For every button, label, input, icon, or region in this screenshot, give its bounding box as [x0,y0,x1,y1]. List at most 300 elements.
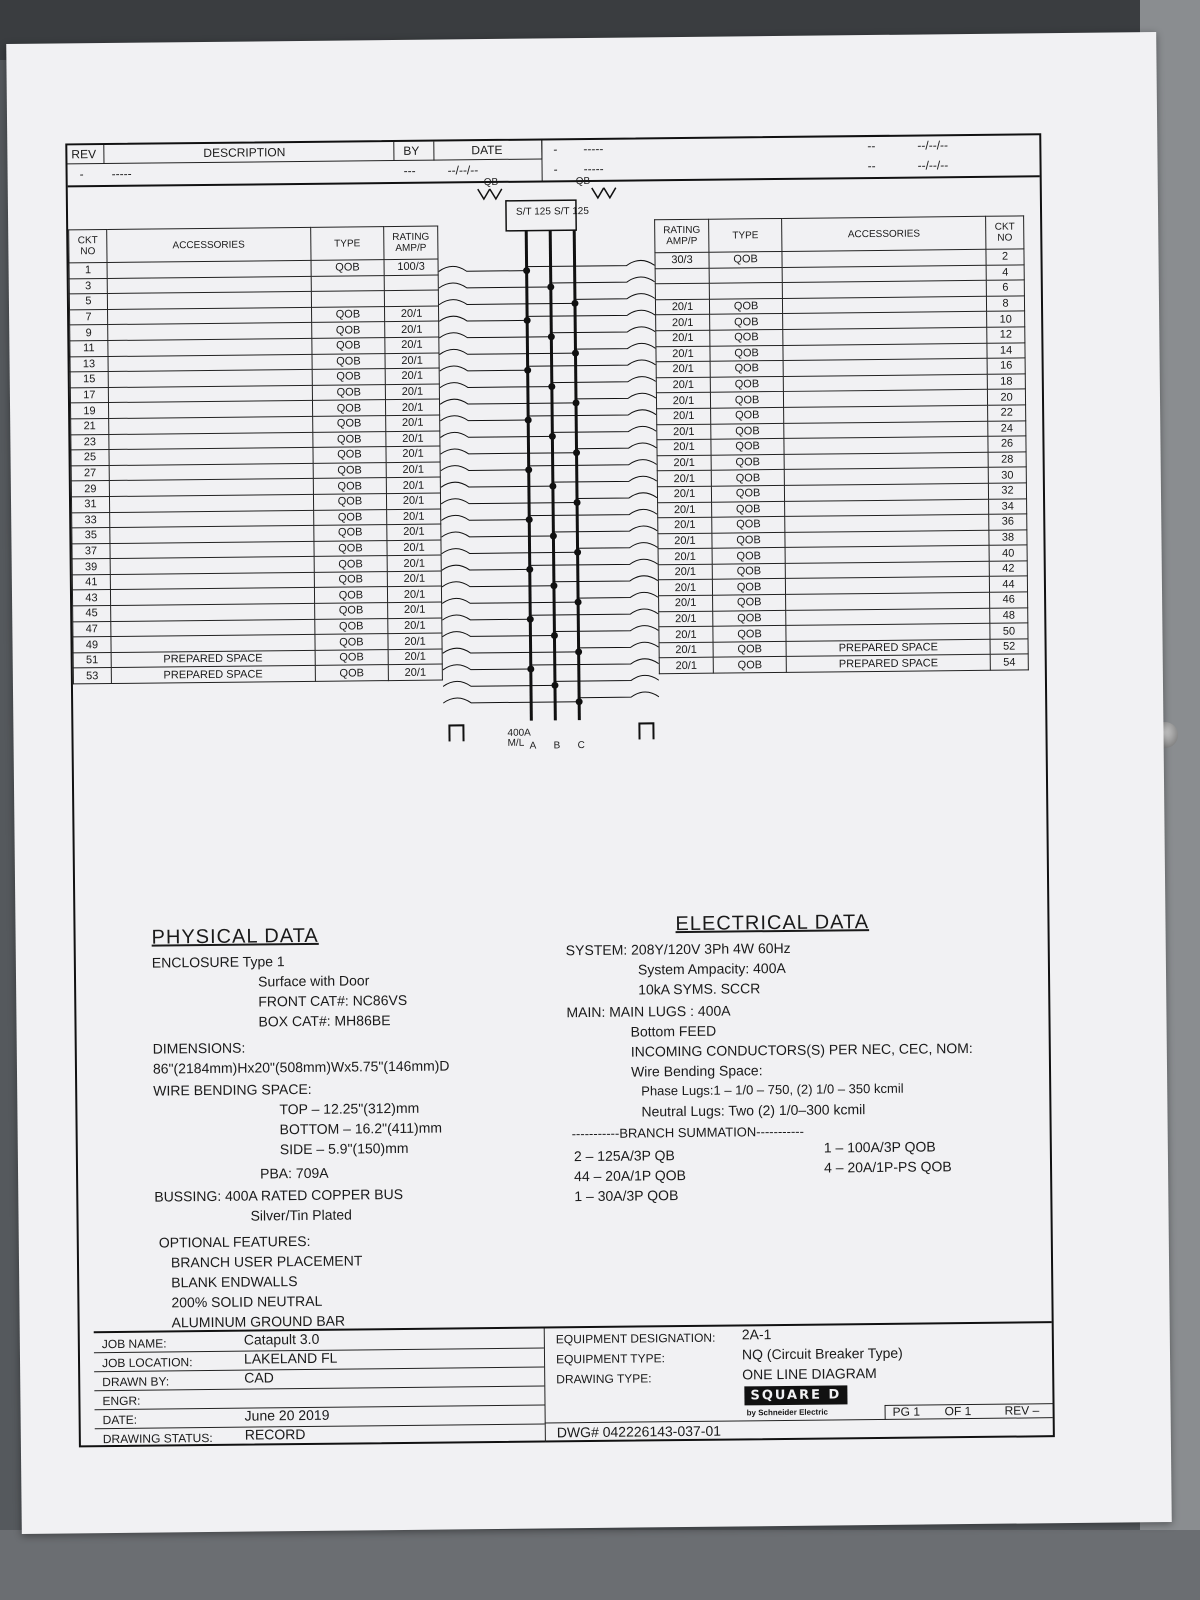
breaker-type [709,283,782,299]
breaker-type: QOB [314,556,387,572]
breaker-rating: 20/1 [387,524,441,540]
rev-extra-1: - [553,142,558,157]
drawing-status-label: DRAWING STATUS: [102,1430,213,1447]
breaker-rating: 20/1 [385,368,439,384]
breaker-type: QOB [314,571,387,587]
breaker-rating: 20/1 [386,462,440,478]
breaker-type: QOB [312,353,385,369]
breaker-type: QOB [710,361,783,377]
circuit-number: 25 [71,450,109,466]
right-branch-breaker-symbol [579,692,659,698]
bus-tap-dot [524,268,530,274]
main-lug-label: 400A M/L [507,727,531,749]
left-type-header: TYPE [310,227,384,261]
title-block [94,1321,1053,1447]
circuit-number: 24 [988,420,1026,436]
front-cat-line: FRONT CAT#: NC86VS [258,991,408,1010]
breaker-type: QOB [314,587,387,603]
breaker-rating: 20/1 [657,455,711,471]
left-branch-breaker-symbol [441,481,553,487]
right-branch-breaker-symbol [529,459,657,465]
circuit-number: 52 [990,639,1028,655]
plating-line: Silver/Tin Plated [250,1206,353,1224]
incoming-conductors-line: INCOMING CONDUCTORS(S) PER NEC, CEC, NOM: [630,1039,973,1060]
right-branch-breaker-symbol [530,609,658,615]
circuit-number: 5 [69,294,107,310]
drawing-border [65,133,1055,1447]
left-branch-breaker-symbol [440,431,552,437]
enclosure-line: ENCLOSURE Type 1 [151,953,285,971]
breaker-rating: 20/1 [659,611,713,627]
right-neutral-box [639,723,653,741]
equipment-type-value: NQ (Circuit Breaker Type) [741,1344,903,1363]
right-branch-breaker-symbol [553,526,657,532]
breaker-type: QOB [709,251,782,267]
bus-tap-dot [549,433,555,439]
breaker-rating: 20/1 [386,477,440,493]
optional-features-label: OPTIONAL FEATURES: [158,1232,311,1251]
summation-right-2: 4 – 20A/1P-PS QOB [823,1158,952,1176]
circuit-number: 19 [70,403,108,419]
right-branch-breaker-symbol [552,376,656,382]
right-branch-breaker-symbol [528,410,656,416]
left-branch-breaker-symbol [443,647,579,653]
bus-tap-dot [551,633,557,639]
right-branch-breaker-symbol [576,443,656,449]
breaker-type: QOB [712,579,785,595]
feature-4: ALUMINUM GROUND BAR [171,1312,346,1331]
circuit-number: 22 [988,405,1026,421]
breaker-type: QOB [713,657,786,673]
feature-1: BRANCH USER PLACEMENT [170,1252,363,1271]
bus-tap-dot [574,499,580,505]
by-header: BY [403,143,420,158]
accessories: PREPARED SPACE [111,666,315,684]
bus-tap-dot [527,616,533,622]
left-branch-breaker-symbol [441,531,553,537]
bus-tap-dot [550,483,556,489]
rev-header: REV [71,147,97,162]
left-main-breaker-rating: S/T 125 [515,206,551,218]
breaker-type: QOB [712,548,785,564]
page-number: PG 1 [892,1404,921,1419]
breaker-type: QOB [313,509,386,525]
circuit-number: 38 [989,530,1027,546]
breaker-type: QOB [311,306,384,322]
right-circuit-row [659,654,1028,673]
breaker-rating [384,275,438,291]
circuit-number: 36 [989,514,1027,530]
branch-summation-title: -----------BRANCH SUMMATION----------- [571,1123,804,1142]
date-extra-1: --/--/-- [917,138,949,153]
left-branch-breaker-symbol [443,664,531,670]
bus-tap-dot [527,566,533,572]
job-location-label: JOB LOCATION: [101,1355,193,1371]
circuit-number: 26 [988,436,1026,452]
circuit-number: 43 [72,590,110,606]
right-branch-breaker-symbol [528,360,656,366]
breaker-type: QOB [312,400,385,416]
breaker-rating: 20/1 [387,571,441,587]
breaker-type: QOB [712,532,785,548]
circuit-number: 42 [989,561,1027,577]
date-label: DATE: [102,1412,138,1428]
rev-extra-2: - [553,162,558,177]
drawn-by-value: CAD [244,1369,274,1386]
right-branch-breaker-symbol [575,293,655,299]
feature-3: 200% SOLID NEUTRAL [171,1292,323,1311]
right-branch-breaker-symbol [552,426,656,432]
circuit-number: 2 [986,249,1024,265]
feature-2: BLANK ENDWALLS [171,1273,298,1291]
bus-tap-dot [528,666,534,672]
breaker-rating: 20/1 [659,595,713,611]
circuit-number: 9 [70,325,108,341]
circuit-number: 21 [71,418,109,434]
bus-tap-dot [551,583,557,589]
left-branch-breaker-symbol [443,680,555,686]
right-branch-breaker-symbol [555,675,659,681]
right-branch-breaker-symbol [554,576,658,582]
left-branch-breaker-symbol [440,365,528,371]
right-accessories-header: ACCESSORIES [782,216,986,251]
page-count: OF 1 [944,1404,972,1419]
electrical-data-lines [565,937,1036,1205]
breaker-type [311,275,384,291]
breaker-type: QOB [710,345,783,361]
circuit-number: 32 [989,483,1027,499]
breaker-type: QOB [710,329,783,345]
phase-lugs-line: Phase Lugs:1 – 1/0 – 750, (2) 1/0 – 350 kcmil [641,1080,904,1099]
breaker-rating: 30/3 [655,252,709,268]
panel-enclosure-bottom [0,1530,1200,1600]
physical-data-lines [151,950,552,1331]
summation-left-2: 44 – 20A/1P QOB [574,1167,687,1185]
breaker-rating: 20/1 [385,384,439,400]
date-header: DATE [471,142,503,158]
circuit-number: 4 [986,265,1024,281]
bus-tap-dot [526,467,532,473]
right-branch-breaker-symbol [529,509,657,515]
bus-tap-dot [572,300,578,306]
right-branch-breaker-symbol [579,642,659,648]
drawing-status-value: RECORD [244,1426,306,1443]
dimensions-label: DIMENSIONS: [152,1039,246,1057]
circuit-number: 18 [987,374,1025,390]
left-branch-breaker-symbol [442,614,530,620]
breaker-type: QOB [712,563,785,579]
right-branch-breaker-symbol [527,260,655,266]
right-main-breaker-rating: S/T 125 [553,205,589,218]
breaker-type: QOB [311,322,384,338]
right-branch-breaker-symbol [527,310,655,316]
phase-b-label: B [553,740,561,752]
box-cat-line: BOX CAT#: MH86BE [258,1012,391,1030]
circuit-number: 54 [990,654,1028,670]
left-circuit-schedule [68,226,443,685]
left-branch-breaker-symbol [441,515,529,521]
left-branch-breaker-symbol [440,448,576,454]
circuit-number: 37 [72,543,110,559]
breaker-type: QOB [312,338,385,354]
description-header: DESCRIPTION [203,145,286,161]
breaker-type: QOB [710,392,783,408]
bus-tap-dot [525,417,531,423]
drawn-by-label: DRAWN BY: [102,1374,170,1390]
bus-tap-dot [575,599,581,605]
breaker-rating: 20/1 [656,330,710,346]
left-branch-breaker-symbol [439,266,527,272]
panel-schedule-sheet [6,32,1172,1534]
breaker-type: QOB [711,470,784,486]
dimensions-value: 86"(2184mm)Hx20"(508mm)Wx5.75"(146mm)D [152,1057,450,1077]
breaker-type: QOB [710,314,783,330]
breaker-type: QOB [711,407,784,423]
schneider-electric-tagline: by Schneider Electric [746,1407,829,1418]
breaker-type: QOB [315,634,388,650]
circuit-number: 29 [71,481,109,497]
left-branch-breaker-symbol [439,332,551,338]
main-lugs-line: MAIN: MAIN LUGS : 400A [566,1002,731,1021]
breaker-rating: 20/1 [385,399,439,415]
circuit-number: 15 [70,372,108,388]
breaker-type: QOB [711,485,784,501]
circuit-number: 14 [987,342,1025,358]
circuit-number: 7 [70,309,108,325]
equipment-type-label: EQUIPMENT TYPE: [555,1351,666,1367]
breaker-rating [384,290,438,306]
right-branch-breaker-symbol [531,659,659,665]
breaker-rating: 20/1 [387,509,441,525]
circuit-number: 46 [990,592,1028,608]
breaker-rating: 20/1 [656,361,710,377]
bus-tap-dot [548,284,554,290]
bus-tap-dot [576,649,582,655]
left-circuit-row [73,664,442,683]
right-branch-breaker-symbol [575,343,655,349]
accessories: PREPARED SPACE [786,639,990,657]
left-ckt-header: CKT NO [69,230,107,263]
bus-tap-dot [572,350,578,356]
breaker-rating: 20/1 [387,587,441,603]
breaker-type: QOB [312,384,385,400]
accessories: PREPARED SPACE [111,650,315,668]
circuit-number: 40 [989,545,1027,561]
right-ckt-header: CKT NO [986,216,1024,249]
breaker-rating: 100/3 [384,259,438,275]
breaker-type: QOB [712,501,785,517]
bus-tap-dot [524,317,530,323]
summation-right-1: 1 – 100A/3P QOB [823,1138,936,1156]
bus-tap-dot [576,699,582,705]
circuit-number: 49 [73,637,111,653]
left-branch-breaker-symbol [440,398,576,404]
breaker-rating: 20/1 [386,446,440,462]
circuit-number: 47 [73,621,111,637]
breaker-type: QOB [313,431,386,447]
right-rating-header: RATING AMP/P [655,219,709,253]
breaker-rating: 20/1 [388,664,442,680]
bussing-line: BUSSING: 400A RATED COPPER BUS [154,1185,404,1205]
breaker-type [311,291,384,307]
circuit-number: 48 [990,608,1028,624]
right-branch-breaker-symbol [578,592,658,598]
drawing-type-value: ONE LINE DIAGRAM [742,1365,877,1383]
right-branch-breaker-symbol [530,559,658,565]
bus-tap-dot [550,533,556,539]
left-rating-header: RATING AMP/P [384,226,438,260]
accessories: PREPARED SPACE [786,655,990,673]
breaker-rating: 20/1 [659,642,713,658]
bus-tap-dot [552,682,558,688]
breaker-type: QOB [314,525,387,541]
circuit-number: 28 [988,452,1026,468]
circuit-number: 39 [72,559,110,575]
surface-line: Surface with Door [257,972,370,990]
circuit-number: 44 [989,576,1027,592]
electrical-data-title: ELECTRICAL DATA [675,911,870,936]
left-branch-breaker-symbol [440,415,528,421]
breaker-rating [655,283,709,299]
circuit-number: 6 [986,280,1024,296]
bus-tap-dot [573,400,579,406]
breaker-rating: 20/1 [387,555,441,571]
equipment-designation-label: EQUIPMENT DESIGNATION: [555,1330,716,1347]
job-name-label: JOB NAME: [101,1336,167,1352]
pba-line: PBA: 709A [259,1164,329,1182]
left-branch-breaker-symbol [442,581,554,587]
sccr-line: 10kA SYMS. SCCR [638,980,761,998]
left-branch-breaker-symbol [441,498,577,504]
breaker-rating: 20/1 [658,502,712,518]
circuit-number: 20 [988,389,1026,405]
breaker-rating: 20/1 [657,408,711,424]
date-value: --/--/-- [447,163,479,178]
left-branch-breaker-symbol [439,282,551,288]
breaker-type: QOB [311,260,384,276]
right-branch-breaker-symbol [576,393,656,399]
breaker-rating: 20/1 [386,415,440,431]
circuit-number: 10 [987,311,1025,327]
one-line-bus-diagram [438,176,660,741]
breaker-type: QOB [712,517,785,533]
main-breaker-box [506,200,576,231]
description-value: ----- [111,166,132,181]
left-branch-breaker-symbol [442,547,578,553]
left-branch-breaker-symbol [443,697,579,703]
desc-extra-2: ----- [583,161,604,177]
circuit-number: 12 [987,327,1025,343]
breaker-rating: 20/1 [658,517,712,533]
left-branch-breaker-symbol [439,315,527,321]
ampacity-line: System Ampacity: 400A [637,959,786,978]
phase-a-label: A [529,740,537,752]
breaker-rating: 20/1 [388,633,442,649]
circuit-number: 33 [72,512,110,528]
breaker-rating: 20/1 [659,658,713,674]
breaker-rating: 20/1 [388,618,442,634]
breaker-rating: 20/1 [656,393,710,409]
breaker-type: QOB [312,416,385,432]
job-location-value: LAKELAND FL [243,1349,338,1367]
right-circuit-schedule [654,215,1029,674]
left-branch-breaker-symbol [442,597,578,603]
left-main-breaker-label: QB [483,176,499,189]
breaker-rating: 20/1 [388,649,442,665]
breaker-type: QOB [313,447,386,463]
breaker-type: QOB [313,494,386,510]
summation-left-3: 1 – 30A/3P QOB [574,1187,679,1205]
breaker-type: QOB [712,594,785,610]
right-type-header: TYPE [709,218,783,252]
breaker-rating: 20/1 [386,493,440,509]
breaker-type [709,267,782,283]
breaker-type: QOB [711,423,784,439]
breaker-rating: 20/1 [388,602,442,618]
circuit-number: 45 [73,606,111,622]
circuit-number: 41 [72,574,110,590]
left-branch-breaker-symbol [442,631,554,637]
circuit-number: 34 [989,498,1027,514]
breaker-rating: 20/1 [385,337,439,353]
circuit-number: 17 [70,387,108,403]
bus-tap-dot [549,384,555,390]
bus-tap-dot [526,517,532,523]
circuit-number: 3 [69,278,107,294]
breaker-rating: 20/1 [656,377,710,393]
left-branch-breaker-symbol [440,382,552,388]
circuit-number: 1 [69,263,107,279]
breaker-rating: 20/1 [657,424,711,440]
breaker-rating: 20/1 [658,533,712,549]
right-branch-breaker-symbol [551,327,655,333]
bus-tap-dot [575,549,581,555]
circuit-number: 35 [72,528,110,544]
breaker-rating: 20/1 [658,548,712,564]
system-line: SYSTEM: 208Y/120V 3Ph 4W 60Hz [565,939,791,959]
summation-left-1: 2 – 125A/3P QB [573,1147,675,1165]
breaker-type: QOB [713,641,786,657]
breaker-rating: 20/1 [385,321,439,337]
circuit-number: 27 [71,465,109,481]
circuit-number: 30 [988,467,1026,483]
wire-bending-bottom: BOTTOM – 16.2"(411)mm [279,1119,443,1138]
breaker-rating: 20/1 [657,486,711,502]
bus-tap-dot [525,367,531,373]
breaker-type: QOB [711,439,784,455]
left-neutral-box [449,725,463,741]
circuit-number: 31 [71,496,109,512]
circuit-number: 16 [987,358,1025,374]
circuit-number: 51 [73,652,111,668]
breaker-rating: 20/1 [656,346,710,362]
circuit-number: 53 [73,668,111,684]
by-extra-1: -- [867,138,876,154]
job-name-value: Catapult 3.0 [243,1330,320,1348]
bus-tap-dot [574,450,580,456]
wire-bending-top: TOP – 12.25"(312)mm [279,1099,420,1118]
breaker-rating: 20/1 [659,626,713,642]
phase-c-label: C [577,740,585,752]
right-branch-breaker-symbol [577,542,657,548]
breaker-rating [655,268,709,284]
breaker-type: QOB [313,478,386,494]
right-branch-breaker-symbol [554,625,658,631]
engr-label: ENGR: [102,1393,141,1409]
right-branch-breaker-symbol [577,493,657,499]
breaker-type: QOB [314,618,387,634]
physical-data-title: PHYSICAL DATA [151,924,319,949]
